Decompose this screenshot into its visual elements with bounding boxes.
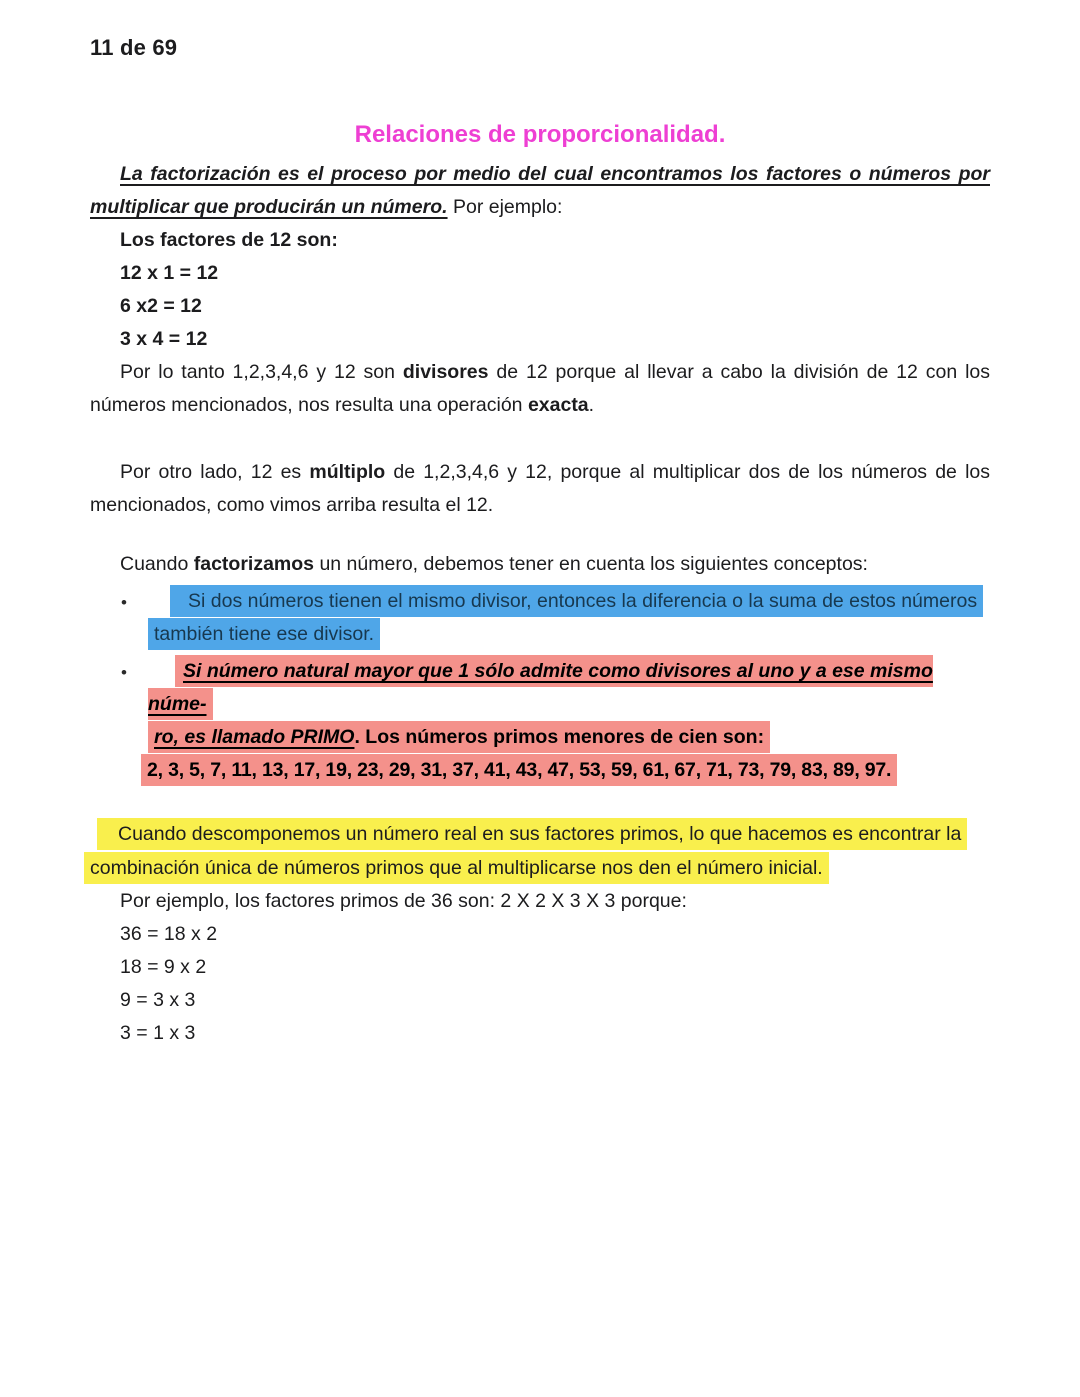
factor-line: 6 x2 = 12	[120, 295, 202, 317]
example-line: 36 = 18 x 2	[120, 923, 218, 945]
divisors-text-2: de 12 porque al llevar a cabo la división de 12 con los números mencionados, nos resulta una operación	[90, 361, 990, 416]
bullet-item-prime-definition	[90, 655, 990, 787]
factor-line: 3 x 4 = 12	[120, 328, 208, 350]
divisors-bold-exacta: exacta	[527, 394, 589, 416]
example-intro: Por ejemplo, los factores primos de 36 son: 2 X 2 X 3 X 3 porque:	[120, 890, 687, 912]
page-number: 11 de 69	[90, 35, 178, 60]
bullet-item-same-divisor	[90, 585, 990, 651]
divisors-paragraph	[90, 356, 990, 422]
factor-line: 12 x 1 = 12	[120, 262, 219, 284]
example-line: 3 = 1 x 3	[120, 1022, 196, 1044]
example-line: 18 = 9 x 2	[120, 956, 207, 978]
decompose-paragraph	[90, 817, 990, 885]
red-highlight-line-2	[148, 721, 770, 753]
blue-highlight-line-1: Si dos números tienen el mismo divisor, entonces la diferencia o la suma de estos números	[170, 585, 983, 617]
divisors-text-1: Por lo tanto 1,2,3,4,6 y 12 son	[120, 361, 403, 383]
blue-highlight-line-2: también tiene ese divisor.	[148, 618, 380, 650]
intro-paragraph	[90, 158, 990, 224]
concepts-text-2: un número, debemos tener en cuenta los siguientes conceptos:	[314, 553, 868, 575]
bullet-marker: •	[121, 663, 127, 682]
bullet-marker: •	[121, 593, 127, 612]
intro-rest-text: Por ejemplo:	[447, 196, 563, 218]
divisors-bold-divisores: divisores	[402, 361, 489, 383]
factors-heading: Los factores de 12 son:	[120, 229, 338, 251]
concepts-paragraph	[90, 548, 990, 581]
yellow-highlight-line-2: combinación única de números primos que al multiplicarse nos den el número inicial.	[84, 852, 829, 884]
multiple-text-2: de 1,2,3,4,6 y 12, porque al multiplicar dos de los números de los mencionados, como vimos arriba resulta el 12.	[90, 461, 990, 516]
prime-emphasis-text: ro, es llamado PRIMO	[154, 726, 355, 748]
intro-emphasis-text: La factorización es el proceso por medio del cual encontramos los factores o números por multiplicar que producirán un número.	[90, 163, 990, 218]
red-highlight-line-1: Si número natural mayor que 1 sólo admite como divisores al uno y a ese mismo núme-	[148, 655, 933, 720]
concepts-bold-factorizamos: factorizamos	[193, 553, 315, 575]
primes-list-line: 2, 3, 5, 7, 11, 13, 17, 19, 23, 29, 31, 37, 41, 43, 47, 53, 59, 61, 67, 71, 73, 79, 83, 89, 97.	[141, 754, 897, 786]
divisors-text-3: .	[588, 394, 595, 416]
page-title: Relaciones de proporcionalidad.	[354, 121, 726, 148]
multiple-text-1: Por otro lado, 12 es	[120, 461, 310, 483]
yellow-highlight-line-1: Cuando descomponemos un número real en sus factores primos, lo que hacemos es encontrar la	[97, 818, 967, 850]
concepts-text-1: Cuando	[120, 553, 194, 575]
prime-rest-text: . Los números primos menores de cien son:	[354, 726, 765, 748]
multiple-paragraph	[90, 456, 990, 522]
multiple-bold-multiplo: múltiplo	[309, 461, 386, 483]
example-line: 9 = 3 x 3	[120, 989, 196, 1011]
